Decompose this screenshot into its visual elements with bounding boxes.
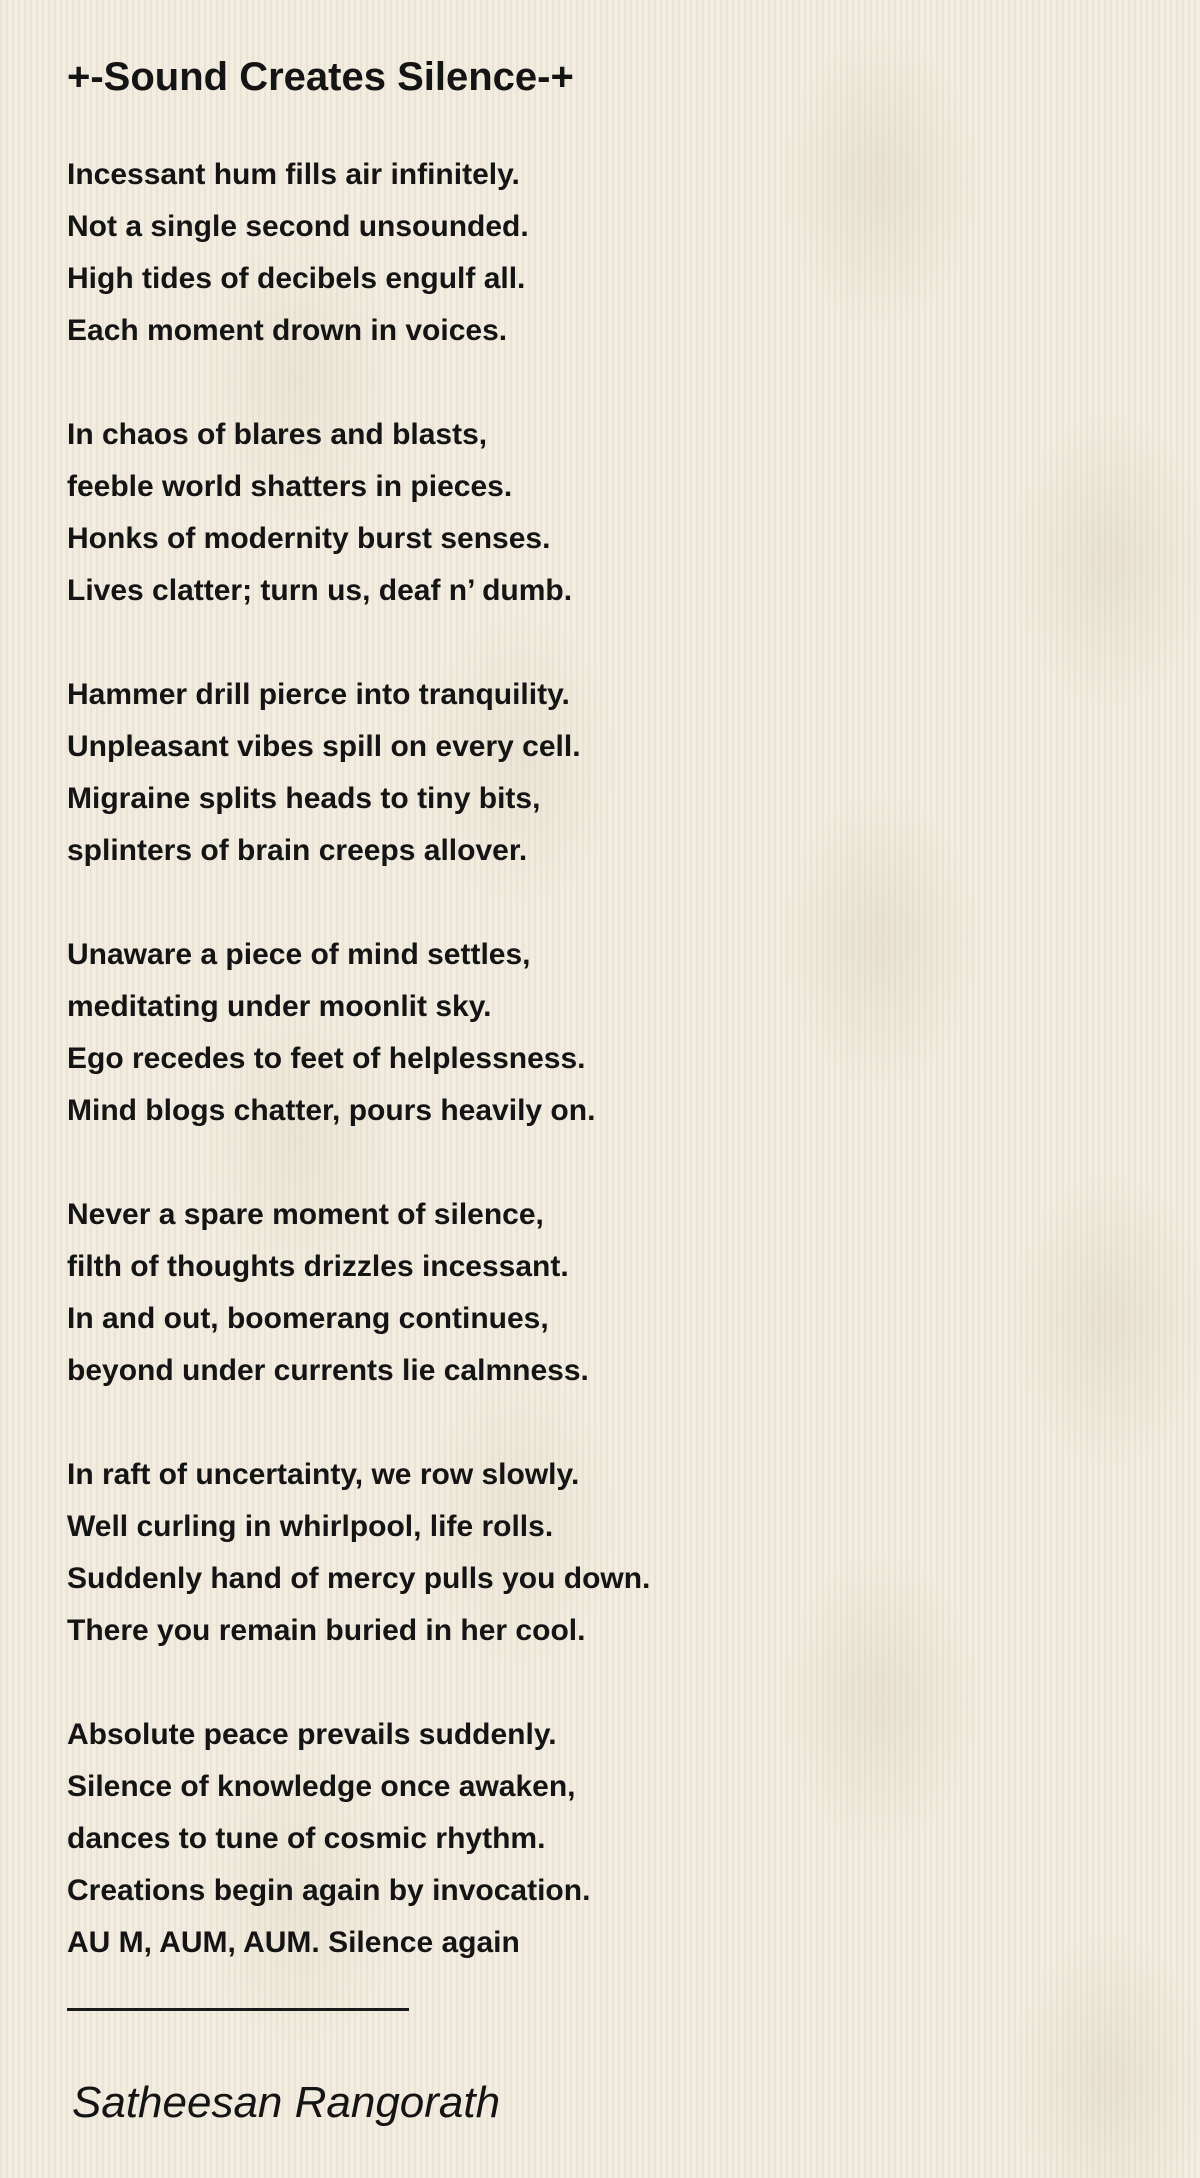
poem-line: Suddenly hand of mercy pulls you down. xyxy=(67,1562,651,1595)
poem-line: In raft of uncertainty, we row slowly. xyxy=(67,1458,580,1491)
poem-line: Absolute peace prevails suddenly. xyxy=(67,1718,557,1751)
poem-line: filth of thoughts drizzles incessant. xyxy=(67,1250,569,1283)
stanza-6 xyxy=(67,1449,650,1657)
poem-line: There you remain buried in her cool. xyxy=(67,1614,586,1647)
poem-line: Ego recedes to feet of helplessness. xyxy=(67,1042,586,1075)
poem-line: Each moment drown in voices. xyxy=(67,314,508,347)
poem-line: Mind blogs chatter, pours heavily on. xyxy=(67,1094,596,1127)
stanza-7 xyxy=(67,1709,650,1969)
poem-line: In and out, boomerang continues, xyxy=(67,1302,549,1335)
poem-line: Hammer drill pierce into tranquility. xyxy=(67,678,570,711)
stanza-1 xyxy=(67,149,650,357)
poem-line: Lives clatter; turn us, deaf n’ dumb. xyxy=(67,574,573,607)
poem-line: Creations begin again by invocation. xyxy=(67,1874,591,1907)
poem-line: dances to tune of cosmic rhythm. xyxy=(67,1822,546,1855)
poem-line: feeble world shatters in pieces. xyxy=(67,470,513,503)
poem-line: beyond under currents lie calmness. xyxy=(67,1354,589,1387)
author-divider xyxy=(67,2008,409,2011)
poem-line: splinters of brain creeps allover. xyxy=(67,834,528,867)
poem-line: Migraine splits heads to tiny bits, xyxy=(67,782,541,815)
stanza-5 xyxy=(67,1189,650,1397)
stanza-3 xyxy=(67,669,650,877)
poem-line: Silence of knowledge once awaken, xyxy=(67,1770,576,1803)
stanza-2 xyxy=(67,409,650,617)
poem-line: meditating under moonlit sky. xyxy=(67,990,492,1023)
author-name: Satheesan Rangorath xyxy=(72,2078,501,2127)
poem-line: Unpleasant vibes spill on every cell. xyxy=(67,730,581,763)
poem-line: Unaware a piece of mind settles, xyxy=(67,938,531,971)
poem-line: High tides of decibels engulf all. xyxy=(67,262,526,295)
poem-line: Incessant hum fills air infinitely. xyxy=(67,158,520,191)
poem-title: +-Sound Creates Silence-+ xyxy=(67,55,574,99)
poem-line: Not a single second unsounded. xyxy=(67,210,529,243)
poem-line: In chaos of blares and blasts, xyxy=(67,418,488,451)
poem-body xyxy=(67,149,650,2021)
poem-line: Honks of modernity burst senses. xyxy=(67,522,551,555)
poem-line: AU M, AUM, AUM. Silence again xyxy=(67,1926,520,1959)
poem-line: Well curling in whirlpool, life rolls. xyxy=(67,1510,554,1543)
poem-line: Never a spare moment of silence, xyxy=(67,1198,544,1231)
stanza-4 xyxy=(67,929,650,1137)
